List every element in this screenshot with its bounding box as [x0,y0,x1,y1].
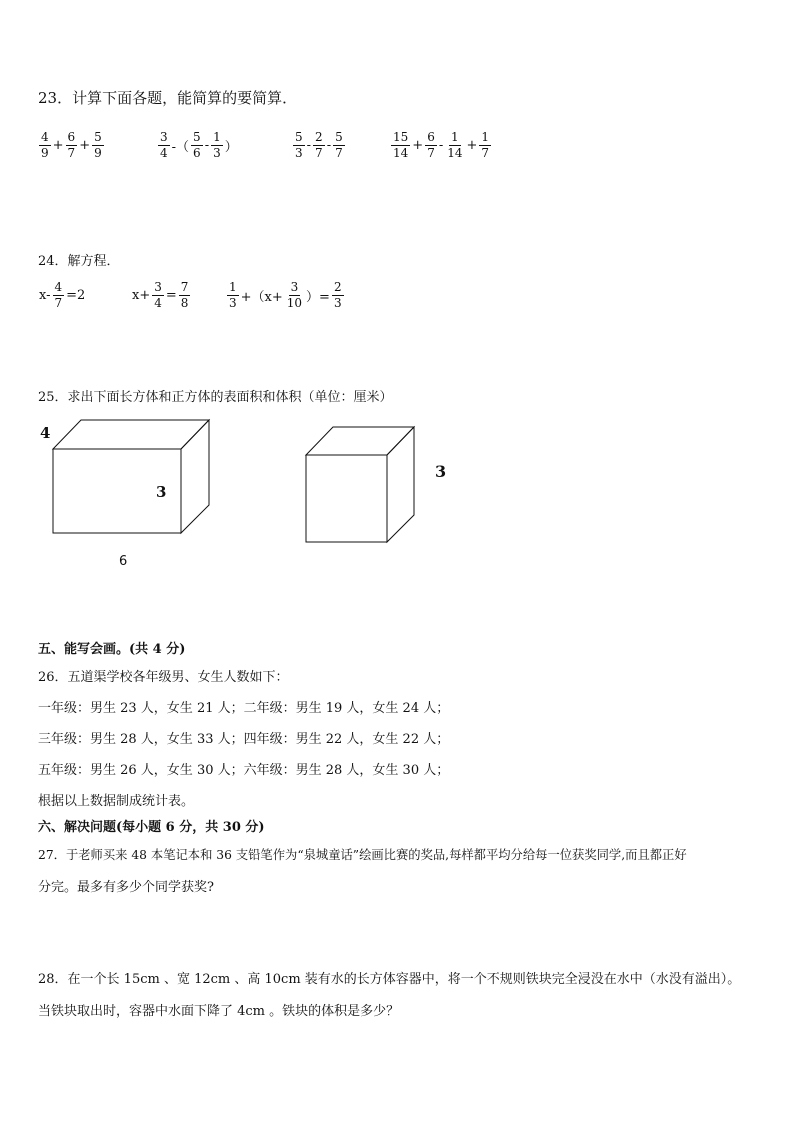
cuboid-height-label: 3 [156,483,167,501]
fraction: $\frac{6}{7}$ [67,130,76,160]
fraction: $\frac{1}{3}$ [213,130,221,160]
q28-line-2: 当铁块取出时，容器中水面下降了 4cm 。铁块的体积是多少？ [38,1004,400,1019]
cube-edge-label: 3 [435,462,447,481]
cube-top-face [306,427,414,455]
q23-expression-2: $\frac{3}{4}$ -（ $\frac{5}{6}$ - $\frac{1}{3}$ ） [160,130,238,160]
fraction: $\frac{4}{9}$ [41,130,49,160]
q26-data-line-1: 一年级：男生 23 人，女生 21 人；二年级：男生 19 人，女生 24 人； [38,701,450,716]
fraction: $\frac{1}{3}$ [229,280,237,310]
q26-data-line-3: 五年级：男生 26 人，女生 30 人；六年级：男生 28 人，女生 30 人； [38,763,450,778]
q24-title: 24．解方程． [38,254,120,269]
fraction: $\frac{3}{10}$ [286,280,303,310]
q24-equation-1: x- $\frac{4}{7}$ =2 [39,280,86,310]
section6-title: 六、解决问题(每小题 6 分，共 30 分) [38,820,265,835]
fraction: $\frac{1}{7}$ [481,130,490,160]
fraction: $\frac{2}{3}$ [333,280,342,310]
fraction: $\frac{6}{7}$ [427,130,435,160]
cuboid-depth-label: 4 [40,424,51,442]
cube-side-face [387,427,414,542]
q26-task: 根据以上数据制成统计表。 [38,794,195,809]
cuboid-figure [53,420,209,533]
fraction: $\frac{5}{9}$ [94,130,102,160]
q24-equation-2: x+ $\frac{3}{4}$ = $\frac{7}{8}$ [132,280,189,310]
q25-title: 25．求出下面长方体和正方体的表面积和体积（单位：厘米） [38,390,393,405]
q23-expression-3: $\frac{5}{3}$ - $\frac{2}{7}$ - $\frac{5}{7}$ [295,130,343,160]
fraction: $\frac{5}{3}$ [295,130,303,160]
fraction: $\frac{5}{6}$ [193,130,201,160]
q26-data-line-2: 三年级：男生 28 人，女生 33 人；四年级：男生 22 人，女生 22 人； [38,732,450,747]
section5-title: 五、能写会画。(共 4 分) [38,642,186,657]
q23-expression-4: $\frac{15}{14}$ + $\frac{6}{7}$ - $\frac{1}{14}$ + $\frac{1}{7}$ [393,130,490,160]
fraction: $\frac{5}{7}$ [335,130,343,160]
fraction: $\frac{4}{7}$ [54,280,63,310]
cube-front-face [306,455,387,542]
q26-intro: 26．五道渠学校各年级男、女生人数如下： [38,670,289,685]
fraction: $\frac{3}{4}$ [154,280,162,310]
q25-figures [36,415,476,575]
q24-equation-3: $\frac{1}{3}$ +（x+ $\frac{3}{10}$ ）= $\frac{2}{3}$ [229,280,342,310]
cube-figure [306,427,414,542]
q27-line-2: 分完。最多有多少个同学获奖? [38,880,214,895]
fraction: $\frac{2}{7}$ [315,130,323,160]
fraction: $\frac{3}{4}$ [160,130,168,160]
cuboid-side-face [181,420,209,533]
q23-expression-1: $\frac{4}{9}$ + $\frac{6}{7}$ + $\frac{5}{9}$ [41,130,102,160]
cuboid-width-label: 6 [119,554,128,569]
fraction: $\frac{15}{14}$ [393,130,409,160]
fraction: $\frac{7}{8}$ [180,280,189,310]
q28-line-1: 28．在一个长 15cm 、宽 12cm 、高 10cm 装有水的长方体容器中，将一个不规则铁块完全浸没在水中（水没有溢出）。 [38,972,741,987]
q27-line-1: 27．于老师买来 48 本笔记本和 36 支铅笔作为“泉城童话”绘画比赛的奖品,每样都平均分给每一位获奖同学,而且都正好 [38,848,687,862]
fraction: $\frac{1}{14}$ [447,130,463,160]
q23-title: 23．计算下面各题，能简算的要简算． [38,89,298,107]
